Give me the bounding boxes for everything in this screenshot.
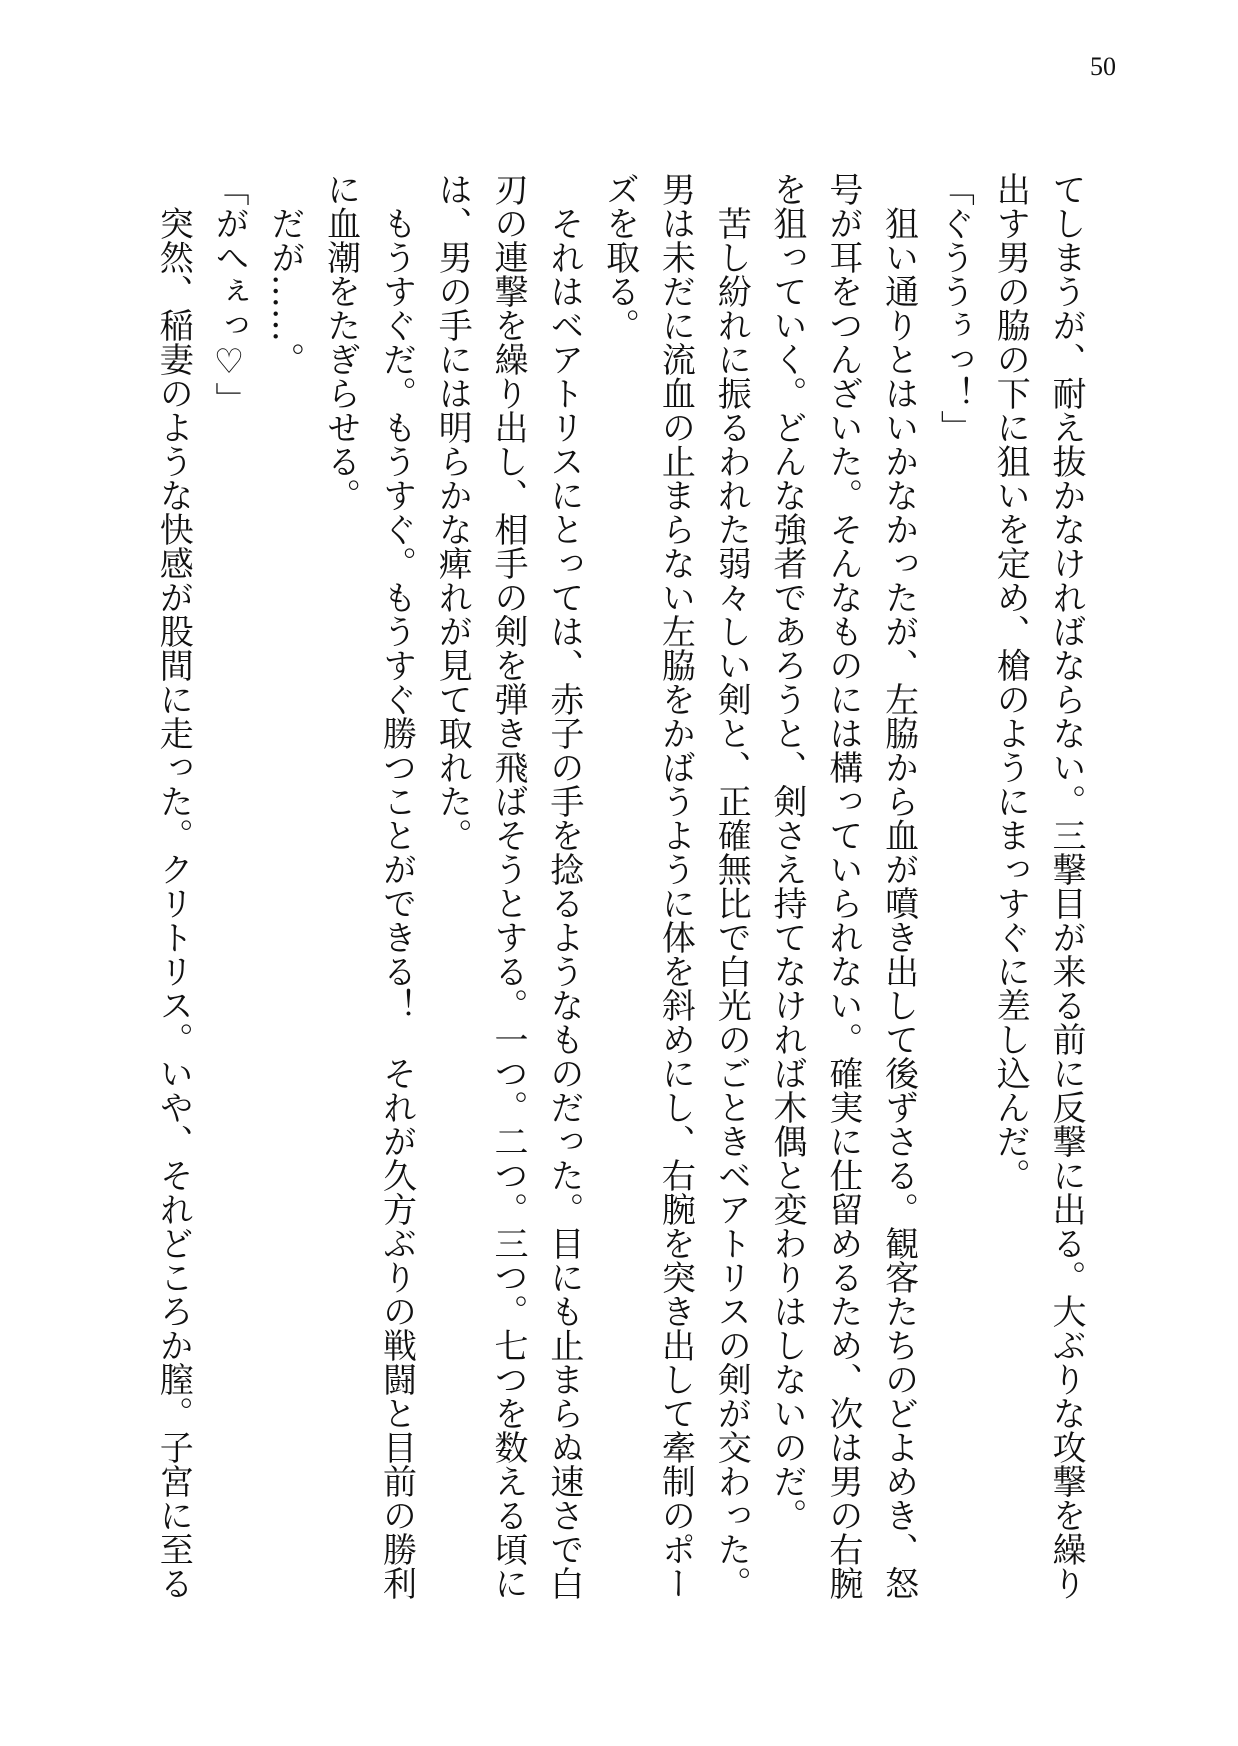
text-column: を狙っていく。どんな強者であろうと、剣さえ持てなければ木偶と変わりはしないのだ。 xyxy=(767,172,808,1532)
text-column: だが……。 xyxy=(264,206,305,376)
text-column: それはベアトリスにとっては、赤子の手を捻るようなものだった。目にも止まらぬ速さで白 xyxy=(543,206,584,1600)
text-column: てしまうが、耐え抜かなければならない。三撃目が来る前に反撃に出る。大ぶりな攻撃を繰り xyxy=(1046,172,1086,1600)
text-column: に血潮をたぎらせる。 xyxy=(320,172,361,512)
text-column: 「ぐううぅっ！」 xyxy=(934,172,975,444)
text-column: 刃の連撃を繰り出し、相手の剣を弾き飛ばそうとする。一つ。二つ。三つ。七つを数える頃に xyxy=(488,172,529,1600)
text-column: もうすぐだ。もうすぐ。もうすぐ勝つことができる！ それが久方ぶりの戦闘と目前の勝利 xyxy=(376,206,417,1600)
text-column: 号が耳をつんざいた。そんなものには構っていられない。確実に仕留めるため、次は男の右腕 xyxy=(822,172,863,1600)
text-column: 狙い通りとはいかなかったが、左脇から血が噴き出して後ずさる。観客たちのどよめき、怒 xyxy=(878,206,919,1600)
text-column: 突然、稲妻のような快感が股間に走った。クリトリス。いや、それどころか膣。子宮に至る xyxy=(153,206,194,1600)
text-column: は、男の手には明らかな痺れが見て取れた。 xyxy=(432,172,473,852)
text-column: 「がへぇっ♡」 xyxy=(209,172,250,416)
text-column: 苦し紛れに振るわれた弱々しい剣と、正確無比で白光のごときベアトリスの剣が交わった。 xyxy=(711,206,752,1600)
text-column: 出す男の脇の下に狙いを定め、槍のようにまっすぐに差し込んだ。 xyxy=(990,172,1031,1192)
page-number: 50 xyxy=(1090,52,1116,81)
body-text xyxy=(144,172,1093,1612)
text-column: ズを取る。 xyxy=(599,172,640,342)
text-column: 男は未だに流血の止まらない左脇をかばうように体を斜めにし、右腕を突き出して牽制のポー xyxy=(655,172,696,1600)
